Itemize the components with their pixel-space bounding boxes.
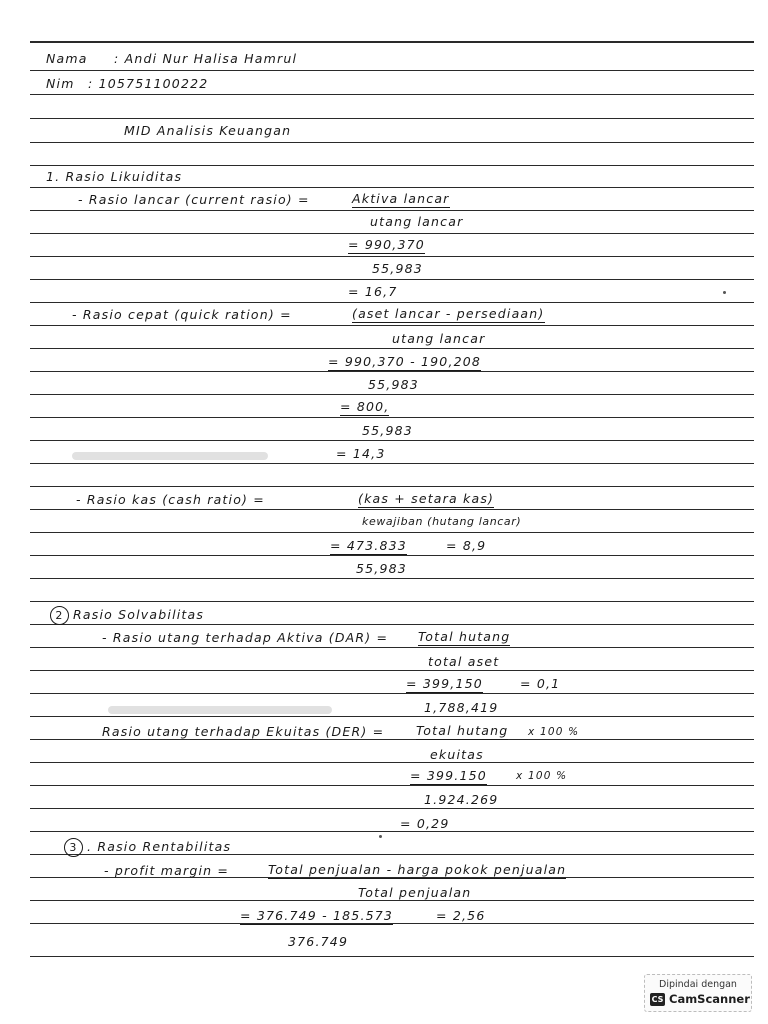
dar-equation-result: = 0,1 (520, 676, 561, 691)
ruled-line (30, 118, 754, 119)
dar-formula-denominator: total aset (428, 654, 500, 669)
quick-ratio-label: - Rasio cepat (quick ration) = (72, 307, 292, 322)
dar-label: - Rasio utang terhadap Aktiva (DAR) = (102, 630, 389, 645)
profit-margin-formula-numerator: Total penjualan - harga pokok penjualan (268, 862, 567, 877)
ruled-line (30, 256, 754, 257)
current-ratio-result: = 16,7 (348, 284, 398, 299)
profit-margin-equation-denominator: 376.749 (288, 934, 349, 949)
camscanner-watermark (644, 974, 752, 1012)
ruled-line (30, 417, 754, 418)
der-formula-numerator: Total hutang (416, 723, 509, 738)
der-label: Rasio utang terhadap Ekuitas (DER) = (102, 724, 385, 739)
dar-equation-denominator: 1,788,419 (424, 700, 499, 715)
ruled-line (30, 187, 754, 188)
section-2-number: 2 (50, 606, 69, 625)
ruled-line (30, 440, 754, 441)
ruled-line (30, 394, 754, 395)
pen-dot (379, 835, 382, 838)
quick-ratio-formula-numerator: (aset lancar - persediaan) (352, 306, 545, 321)
ruled-line (30, 601, 754, 602)
ruled-line (30, 348, 754, 349)
der-result: = 0,29 (400, 816, 450, 831)
ruled-line (30, 486, 754, 487)
cash-ratio-equation-denominator: 55,983 (356, 561, 407, 576)
profit-margin-equation-result: = 2,56 (436, 908, 486, 923)
name-label: Nama (46, 51, 88, 66)
ruled-line (30, 70, 754, 71)
ruled-line (30, 302, 754, 303)
pen-dot (723, 291, 726, 294)
der-formula-denominator: ekuitas (430, 747, 484, 762)
current-ratio-formula-denominator: utang lancar (370, 214, 464, 229)
cash-ratio-formula-numerator: (kas + setara kas) (358, 491, 495, 506)
ruled-line (30, 509, 754, 510)
ruled-line (30, 670, 754, 671)
ruled-line (30, 808, 754, 809)
current-ratio-equation-denominator: 55,983 (372, 261, 423, 276)
camscanner-logo-icon: CS (651, 995, 664, 1004)
ruled-line (30, 279, 754, 280)
section-1-title: 1. Rasio Likuiditas (46, 169, 183, 184)
section-2-title-text: Rasio Solvabilitas (73, 607, 205, 622)
ruled-line (30, 210, 754, 211)
dar-formula-numerator: Total hutang (418, 629, 511, 644)
der-formula-multiplier: x 100 % (528, 726, 580, 738)
der-equation-multiplier: x 100 % (516, 770, 568, 782)
quick-ratio-equation2-numerator: = 800, (340, 399, 390, 414)
erased-smudge (72, 452, 268, 460)
current-ratio-equation-numerator: = 990,370 (348, 237, 425, 252)
cash-ratio-equation-numerator: = 473.833 (330, 538, 407, 553)
profit-margin-label: - profit margin = (104, 863, 230, 878)
nim-label: Nim (46, 76, 75, 91)
ruled-line (30, 142, 754, 143)
cash-ratio-equation-result: = 8,9 (446, 538, 487, 553)
quick-ratio-formula-denominator: utang lancar (392, 331, 486, 346)
section-2-title (50, 606, 204, 625)
ruled-line (30, 233, 754, 234)
page-title: MID Analisis Keuangan (124, 123, 292, 138)
erased-smudge (108, 706, 332, 714)
scanner-caption: Dipindai dengan (659, 979, 737, 990)
quick-ratio-equation2-denominator: 55,983 (362, 423, 413, 438)
ruled-line (30, 325, 754, 326)
ruled-line (30, 578, 754, 579)
profit-margin-equation-numerator: = 376.749 - 185.573 (240, 908, 394, 923)
name-value: : Andi Nur Halisa Hamrul (114, 51, 298, 66)
cash-ratio-formula-denominator: kewajiban (hutang lancar) (362, 515, 522, 528)
der-equation-denominator: 1.924.269 (424, 792, 499, 807)
nim-value: : 105751100222 (88, 76, 209, 91)
ruled-line (30, 900, 754, 901)
ruled-line (30, 693, 754, 694)
section-3-number: 3 (64, 838, 83, 857)
scanner-name: CamScanner (669, 992, 750, 1006)
quick-ratio-equation-denominator: 55,983 (368, 377, 419, 392)
ruled-line (30, 762, 754, 763)
ruled-line (30, 371, 754, 372)
cash-ratio-label: - Rasio kas (cash ratio) = (76, 492, 265, 507)
ruled-line (30, 716, 754, 717)
quick-ratio-result: = 14,3 (336, 446, 386, 461)
ruled-line (30, 94, 754, 95)
quick-ratio-equation-numerator: = 990,370 - 190,208 (328, 354, 482, 369)
section-3-title-text: . Rasio Rentabilitas (87, 839, 232, 854)
profit-margin-formula-denominator: Total penjualan (358, 885, 472, 900)
ruled-line (30, 647, 754, 648)
ruled-line (30, 956, 754, 957)
ruled-line (30, 463, 754, 464)
dar-equation-numerator: = 399,150 (406, 676, 483, 691)
current-ratio-formula-numerator: Aktiva lancar (352, 191, 450, 206)
ruled-line (30, 165, 754, 166)
section-3-title (64, 838, 231, 857)
ruled-line (30, 555, 754, 556)
ruled-line (30, 41, 754, 43)
ruled-line (30, 739, 754, 740)
ruled-line (30, 831, 754, 832)
ruled-line (30, 532, 754, 533)
der-equation-numerator: = 399.150 (410, 768, 487, 783)
ruled-line (30, 785, 754, 786)
current-ratio-label: - Rasio lancar (current rasio) = (78, 192, 310, 207)
